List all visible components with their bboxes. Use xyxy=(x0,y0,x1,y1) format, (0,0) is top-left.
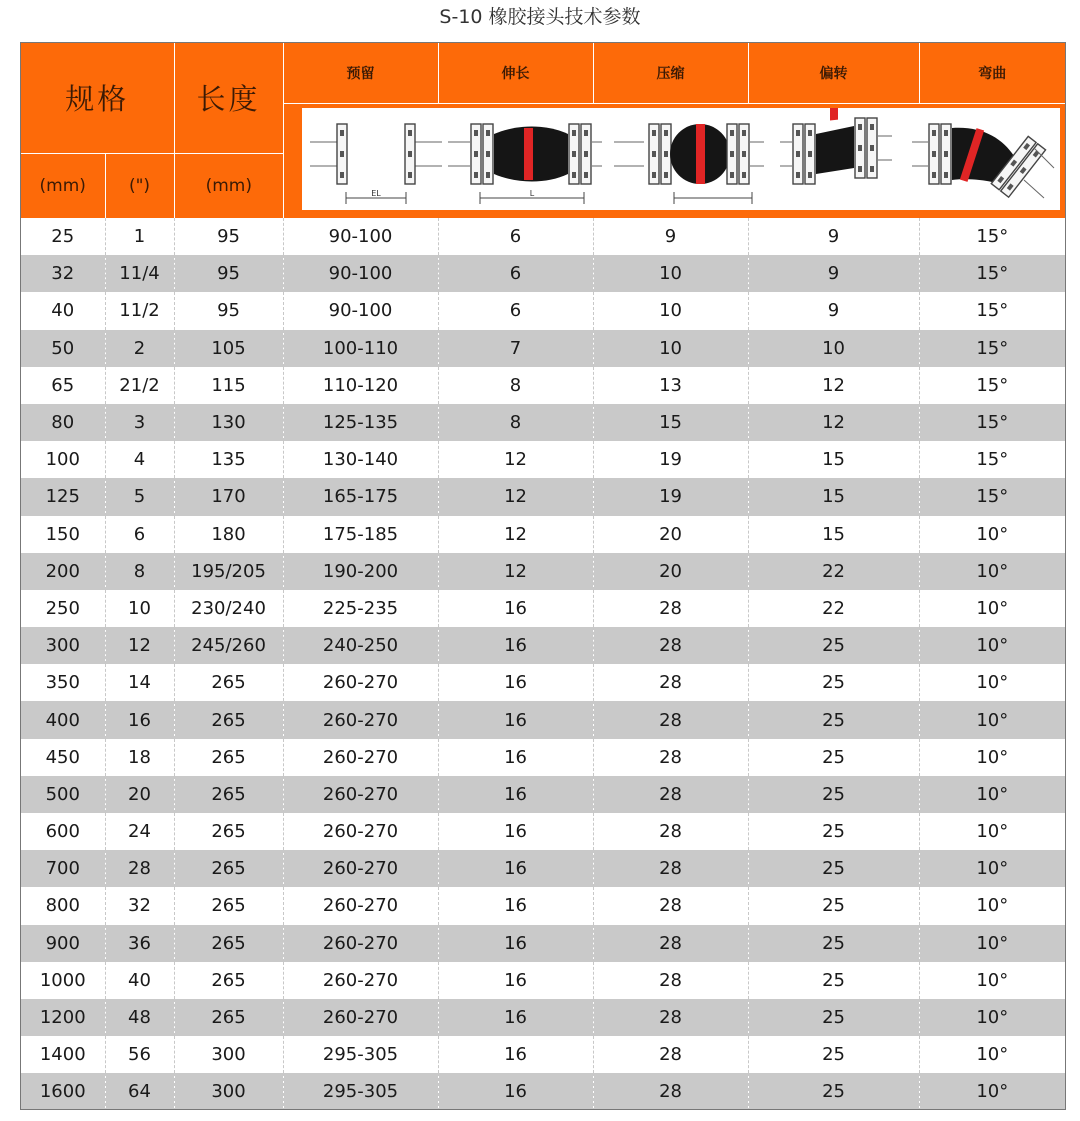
header-length: 长度 xyxy=(174,43,283,153)
cell-compression: 10 xyxy=(593,255,748,292)
cell-deflection: 10 xyxy=(748,330,919,367)
cell-bending: 15° xyxy=(919,292,1065,329)
cell-reserve: 90-100 xyxy=(283,218,438,255)
table-row xyxy=(21,664,1065,701)
cell-bending: 10° xyxy=(919,627,1065,664)
cell-length: 265 xyxy=(174,813,283,850)
joint-diagram-cell xyxy=(283,103,1065,218)
cell-length: 180 xyxy=(174,516,283,553)
cell-compression: 15 xyxy=(593,404,748,441)
cell-size-inch: 40 xyxy=(105,962,174,999)
cell-deflection: 25 xyxy=(748,962,919,999)
cell-size-inch: 21/2 xyxy=(105,367,174,404)
cell-extension: 16 xyxy=(438,1073,593,1110)
cell-reserve: 90-100 xyxy=(283,292,438,329)
cell-extension: 16 xyxy=(438,664,593,701)
cell-compression: 28 xyxy=(593,701,748,738)
cell-compression: 10 xyxy=(593,292,748,329)
table-row xyxy=(21,776,1065,813)
cell-size-mm: 700 xyxy=(21,850,105,887)
cell-reserve: 260-270 xyxy=(283,999,438,1036)
compression-joint-icon xyxy=(614,124,764,204)
cell-bending: 10° xyxy=(919,701,1065,738)
cell-length: 105 xyxy=(174,330,283,367)
cell-deflection: 9 xyxy=(748,218,919,255)
cell-extension: 16 xyxy=(438,701,593,738)
table-row xyxy=(21,330,1065,367)
cell-deflection: 25 xyxy=(748,776,919,813)
cell-size-mm: 200 xyxy=(21,553,105,590)
cell-extension: 12 xyxy=(438,553,593,590)
cell-length: 265 xyxy=(174,925,283,962)
table-row xyxy=(21,404,1065,441)
cell-reserve: 260-270 xyxy=(283,962,438,999)
cell-reserve: 295-305 xyxy=(283,1073,438,1110)
cell-size-mm: 65 xyxy=(21,367,105,404)
table-row xyxy=(21,701,1065,738)
cell-length: 265 xyxy=(174,739,283,776)
header-reserve: 预留 xyxy=(283,43,438,103)
cell-deflection: 25 xyxy=(748,627,919,664)
cell-size-mm: 450 xyxy=(21,739,105,776)
cell-extension: 7 xyxy=(438,330,593,367)
cell-bending: 10° xyxy=(919,1036,1065,1073)
cell-length: 265 xyxy=(174,664,283,701)
cell-reserve: 260-270 xyxy=(283,776,438,813)
cell-bending: 10° xyxy=(919,590,1065,627)
header-extension: 伸长 xyxy=(438,43,593,103)
cell-compression: 28 xyxy=(593,887,748,924)
cell-reserve: 260-270 xyxy=(283,850,438,887)
cell-reserve: 260-270 xyxy=(283,739,438,776)
cell-extension: 6 xyxy=(438,292,593,329)
table-row xyxy=(21,367,1065,404)
table-row xyxy=(21,925,1065,962)
diagram-label-l: L xyxy=(529,189,534,199)
cell-length: 300 xyxy=(174,1073,283,1110)
cell-compression: 28 xyxy=(593,664,748,701)
cell-size-mm: 350 xyxy=(21,664,105,701)
cell-size-inch: 12 xyxy=(105,627,174,664)
cell-extension: 16 xyxy=(438,962,593,999)
cell-compression: 20 xyxy=(593,516,748,553)
cell-extension: 16 xyxy=(438,1036,593,1073)
cell-deflection: 15 xyxy=(748,478,919,515)
cell-extension: 16 xyxy=(438,925,593,962)
cell-size-mm: 80 xyxy=(21,404,105,441)
header-spec: 规格 xyxy=(21,43,174,153)
cell-bending: 15° xyxy=(919,478,1065,515)
cell-length: 95 xyxy=(174,292,283,329)
cell-deflection: 22 xyxy=(748,553,919,590)
cell-compression: 28 xyxy=(593,925,748,962)
cell-deflection: 25 xyxy=(748,1036,919,1073)
table-row xyxy=(21,255,1065,292)
cell-extension: 6 xyxy=(438,255,593,292)
cell-size-inch: 5 xyxy=(105,478,174,515)
cell-length: 265 xyxy=(174,887,283,924)
cell-length: 245/260 xyxy=(174,627,283,664)
cell-extension: 12 xyxy=(438,516,593,553)
cell-deflection: 25 xyxy=(748,999,919,1036)
cell-reserve: 260-270 xyxy=(283,887,438,924)
cell-bending: 15° xyxy=(919,441,1065,478)
cell-size-inch: 64 xyxy=(105,1073,174,1110)
cell-bending: 10° xyxy=(919,664,1065,701)
cell-size-inch: 32 xyxy=(105,887,174,924)
cell-deflection: 9 xyxy=(748,292,919,329)
table-row xyxy=(21,962,1065,999)
table-row xyxy=(21,887,1065,924)
cell-reserve: 110-120 xyxy=(283,367,438,404)
cell-size-mm: 150 xyxy=(21,516,105,553)
cell-deflection: 22 xyxy=(748,590,919,627)
cell-size-mm: 900 xyxy=(21,925,105,962)
table-row xyxy=(21,850,1065,887)
cell-length: 195/205 xyxy=(174,553,283,590)
cell-size-mm: 100 xyxy=(21,441,105,478)
cell-compression: 28 xyxy=(593,962,748,999)
cell-reserve: 260-270 xyxy=(283,664,438,701)
cell-deflection: 15 xyxy=(748,441,919,478)
cell-extension: 16 xyxy=(438,999,593,1036)
cell-length: 130 xyxy=(174,404,283,441)
cell-size-mm: 25 xyxy=(21,218,105,255)
cell-length: 265 xyxy=(174,962,283,999)
header-compression: 压缩 xyxy=(593,43,748,103)
cell-deflection: 25 xyxy=(748,701,919,738)
cell-reserve: 100-110 xyxy=(283,330,438,367)
page-title: S-10 橡胶接头技术参数 xyxy=(439,6,641,28)
cell-extension: 12 xyxy=(438,441,593,478)
header-bending: 弯曲 xyxy=(919,43,1065,103)
cell-bending: 15° xyxy=(919,367,1065,404)
cell-bending: 10° xyxy=(919,925,1065,962)
header-unit-mm: (mm) xyxy=(21,153,105,218)
cell-compression: 28 xyxy=(593,850,748,887)
cell-length: 95 xyxy=(174,255,283,292)
cell-compression: 28 xyxy=(593,1073,748,1110)
cell-size-mm: 500 xyxy=(21,776,105,813)
joint-diagram xyxy=(302,108,1060,210)
cell-reserve: 90-100 xyxy=(283,255,438,292)
cell-size-mm: 50 xyxy=(21,330,105,367)
cell-bending: 10° xyxy=(919,850,1065,887)
cell-reserve: 125-135 xyxy=(283,404,438,441)
cell-size-mm: 32 xyxy=(21,255,105,292)
table-row xyxy=(21,292,1065,329)
header-unit-length-mm: (mm) xyxy=(174,153,283,218)
table-row xyxy=(21,218,1065,255)
cell-bending: 10° xyxy=(919,553,1065,590)
cell-extension: 16 xyxy=(438,739,593,776)
cell-length: 230/240 xyxy=(174,590,283,627)
cell-deflection: 25 xyxy=(748,1073,919,1110)
cell-size-mm: 1600 xyxy=(21,1073,105,1110)
cell-bending: 10° xyxy=(919,813,1065,850)
cell-length: 265 xyxy=(174,776,283,813)
cell-size-inch: 4 xyxy=(105,441,174,478)
bending-joint-icon xyxy=(912,124,1054,198)
deflection-joint-icon xyxy=(780,108,892,184)
cell-reserve: 190-200 xyxy=(283,553,438,590)
cell-size-inch: 2 xyxy=(105,330,174,367)
cell-length: 265 xyxy=(174,999,283,1036)
table-row xyxy=(21,999,1065,1036)
cell-extension: 16 xyxy=(438,590,593,627)
table-row xyxy=(21,516,1065,553)
cell-size-inch: 11/2 xyxy=(105,292,174,329)
cell-size-inch: 10 xyxy=(105,590,174,627)
table-row xyxy=(21,1036,1065,1073)
cell-length: 265 xyxy=(174,701,283,738)
cell-bending: 15° xyxy=(919,404,1065,441)
cell-reserve: 260-270 xyxy=(283,813,438,850)
reserve-flanges-icon xyxy=(310,124,442,204)
table-row xyxy=(21,627,1065,664)
table-row xyxy=(21,441,1065,478)
cell-reserve: 295-305 xyxy=(283,1036,438,1073)
cell-size-mm: 1200 xyxy=(21,999,105,1036)
cell-compression: 28 xyxy=(593,590,748,627)
cell-size-mm: 125 xyxy=(21,478,105,515)
cell-bending: 10° xyxy=(919,516,1065,553)
cell-deflection: 15 xyxy=(748,516,919,553)
table-row xyxy=(21,1073,1065,1110)
table-row xyxy=(21,553,1065,590)
cell-bending: 10° xyxy=(919,962,1065,999)
cell-compression: 19 xyxy=(593,478,748,515)
cell-bending: 10° xyxy=(919,887,1065,924)
cell-length: 300 xyxy=(174,1036,283,1073)
cell-bending: 10° xyxy=(919,776,1065,813)
cell-length: 95 xyxy=(174,218,283,255)
cell-compression: 28 xyxy=(593,813,748,850)
cell-reserve: 240-250 xyxy=(283,627,438,664)
cell-size-inch: 1 xyxy=(105,218,174,255)
cell-extension: 8 xyxy=(438,367,593,404)
cell-deflection: 25 xyxy=(748,850,919,887)
cell-size-inch: 48 xyxy=(105,999,174,1036)
cell-compression: 19 xyxy=(593,441,748,478)
spec-table-frame xyxy=(20,42,1066,1110)
cell-bending: 15° xyxy=(919,330,1065,367)
cell-bending: 10° xyxy=(919,999,1065,1036)
table-row xyxy=(21,739,1065,776)
cell-size-inch: 16 xyxy=(105,701,174,738)
cell-reserve: 130-140 xyxy=(283,441,438,478)
cell-extension: 16 xyxy=(438,850,593,887)
cell-deflection: 12 xyxy=(748,404,919,441)
cell-reserve: 260-270 xyxy=(283,701,438,738)
cell-size-inch: 8 xyxy=(105,553,174,590)
cell-bending: 10° xyxy=(919,1073,1065,1110)
spec-table xyxy=(21,43,1065,1110)
cell-size-inch: 20 xyxy=(105,776,174,813)
cell-deflection: 12 xyxy=(748,367,919,404)
cell-length: 135 xyxy=(174,441,283,478)
cell-compression: 28 xyxy=(593,776,748,813)
spec-table-body xyxy=(21,218,1065,1110)
cell-compression: 28 xyxy=(593,1036,748,1073)
diagram-label-el: EL xyxy=(370,189,381,199)
cell-extension: 6 xyxy=(438,218,593,255)
cell-deflection: 25 xyxy=(748,887,919,924)
cell-deflection: 25 xyxy=(748,925,919,962)
cell-bending: 10° xyxy=(919,739,1065,776)
cell-reserve: 165-175 xyxy=(283,478,438,515)
header-unit-inch: (") xyxy=(105,153,174,218)
cell-size-inch: 36 xyxy=(105,925,174,962)
cell-compression: 28 xyxy=(593,627,748,664)
cell-reserve: 175-185 xyxy=(283,516,438,553)
cell-deflection: 25 xyxy=(748,813,919,850)
cell-size-mm: 300 xyxy=(21,627,105,664)
cell-size-mm: 1400 xyxy=(21,1036,105,1073)
cell-length: 115 xyxy=(174,367,283,404)
cell-length: 265 xyxy=(174,850,283,887)
cell-size-inch: 11/4 xyxy=(105,255,174,292)
cell-size-inch: 6 xyxy=(105,516,174,553)
cell-compression: 13 xyxy=(593,367,748,404)
cell-compression: 10 xyxy=(593,330,748,367)
cell-size-inch: 14 xyxy=(105,664,174,701)
table-row xyxy=(21,813,1065,850)
cell-size-mm: 800 xyxy=(21,887,105,924)
cell-size-mm: 1000 xyxy=(21,962,105,999)
cell-bending: 15° xyxy=(919,218,1065,255)
cell-size-inch: 3 xyxy=(105,404,174,441)
cell-size-mm: 400 xyxy=(21,701,105,738)
cell-size-mm: 250 xyxy=(21,590,105,627)
cell-reserve: 225-235 xyxy=(283,590,438,627)
cell-deflection: 9 xyxy=(748,255,919,292)
cell-deflection: 25 xyxy=(748,664,919,701)
cell-size-mm: 40 xyxy=(21,292,105,329)
extension-joint-icon xyxy=(448,124,602,204)
cell-bending: 15° xyxy=(919,255,1065,292)
cell-extension: 16 xyxy=(438,627,593,664)
cell-compression: 28 xyxy=(593,999,748,1036)
cell-length: 170 xyxy=(174,478,283,515)
cell-extension: 8 xyxy=(438,404,593,441)
cell-size-inch: 18 xyxy=(105,739,174,776)
cell-extension: 16 xyxy=(438,776,593,813)
header-deflection: 偏转 xyxy=(748,43,919,103)
cell-reserve: 260-270 xyxy=(283,925,438,962)
table-row xyxy=(21,590,1065,627)
cell-size-inch: 24 xyxy=(105,813,174,850)
cell-extension: 12 xyxy=(438,478,593,515)
table-row xyxy=(21,478,1065,515)
cell-deflection: 25 xyxy=(748,739,919,776)
cell-size-inch: 28 xyxy=(105,850,174,887)
cell-size-inch: 56 xyxy=(105,1036,174,1073)
cell-compression: 28 xyxy=(593,739,748,776)
cell-extension: 16 xyxy=(438,887,593,924)
cell-compression: 9 xyxy=(593,218,748,255)
cell-size-mm: 600 xyxy=(21,813,105,850)
cell-extension: 16 xyxy=(438,813,593,850)
cell-compression: 20 xyxy=(593,553,748,590)
